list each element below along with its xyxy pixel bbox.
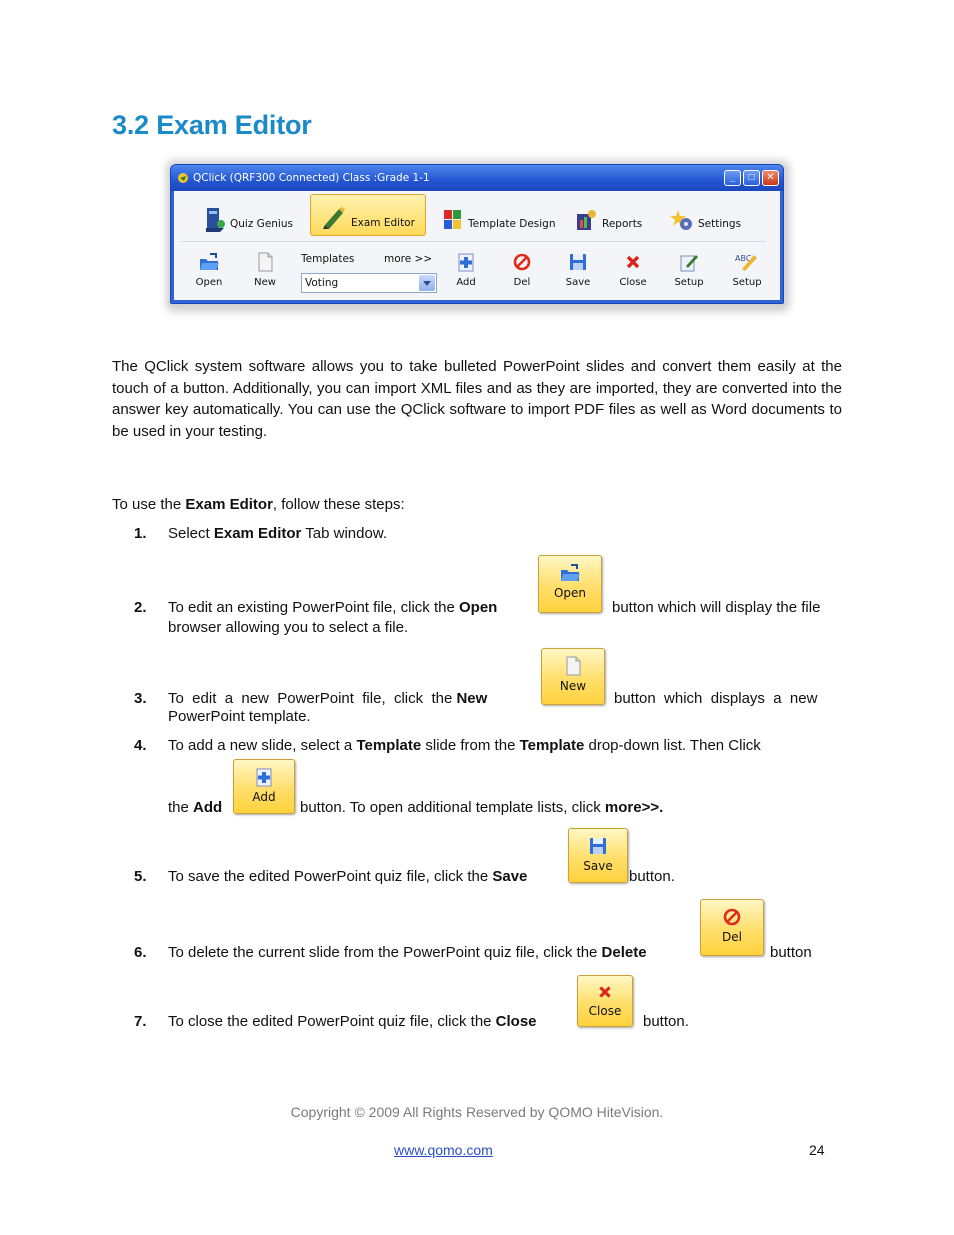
templates-label: Templates <box>301 253 355 265</box>
tool-label: Del <box>513 277 531 288</box>
settings-icon <box>670 208 694 232</box>
step-bold: Close <box>495 1013 537 1030</box>
step-7-number: 7. <box>134 1013 147 1030</box>
tab-label: Template Design <box>468 218 556 230</box>
step-text-part: To close the edited PowerPoint quiz file, click the <box>168 1013 496 1030</box>
step-3-number: 3. <box>134 690 147 707</box>
close-tool[interactable] <box>613 251 653 288</box>
new-document-icon <box>562 655 584 677</box>
step-text-part: To delete the current slide from the PowerPoint quiz file, click the <box>168 944 602 961</box>
new-document-icon <box>254 251 276 273</box>
quiz-genius-icon <box>204 206 226 232</box>
step-3-text-end: button which displays a new <box>614 690 818 707</box>
step-3-text <box>168 690 487 708</box>
step-7-text-end: button. <box>643 1013 689 1030</box>
minimize-button[interactable]: _ <box>724 170 741 186</box>
tool-label: Setup <box>732 277 762 288</box>
step-bold: Template <box>519 737 585 754</box>
step-text-part: slide from the <box>421 737 520 754</box>
close-x-icon <box>622 251 644 273</box>
del-tool[interactable] <box>502 251 542 288</box>
page-number: 24 <box>809 1142 825 1158</box>
tab-reports[interactable] <box>574 194 642 236</box>
step-2-line-2: browser allowing you to select a file. <box>168 619 409 636</box>
step-1-text <box>168 525 387 543</box>
setup-spelling-tool[interactable] <box>727 251 767 288</box>
tab-label: Reports <box>602 218 643 230</box>
close-x-icon <box>595 982 615 1002</box>
step-6-number: 6. <box>134 944 147 961</box>
qclick-app-icon <box>177 172 189 184</box>
qclick-window <box>170 164 784 304</box>
section-heading: 3.2 Exam Editor <box>112 110 312 140</box>
save-tool[interactable] <box>558 251 598 288</box>
step-2-text-end: button which will display the file <box>612 599 821 616</box>
main-tabs <box>174 191 780 241</box>
step-text-part: the <box>168 799 194 816</box>
toolbar-divider <box>180 241 766 242</box>
open-folder-icon <box>558 562 582 584</box>
tab-template-design[interactable] <box>442 194 556 236</box>
intro-bold: Exam Editor <box>185 496 273 513</box>
step-5-text-end: button. <box>629 868 675 885</box>
open-button-image <box>538 555 602 613</box>
step-text-part: button. To open additional template lists, click <box>300 799 605 816</box>
step-4-line-2-end <box>300 799 663 817</box>
step-6-text <box>168 944 647 962</box>
chevron-down-icon[interactable] <box>419 275 435 291</box>
step-4-line-2-start <box>168 799 222 817</box>
add-slide-icon <box>253 766 275 788</box>
step-text-part: To edit a new PowerPoint file, click the <box>168 690 457 707</box>
window-client <box>174 191 780 300</box>
step-text-part: To edit an existing PowerPoint file, click the <box>168 599 459 616</box>
tab-label: Exam Editor <box>351 217 415 229</box>
save-button-image <box>568 828 628 883</box>
open-tool[interactable] <box>189 251 229 288</box>
step-bold: New <box>456 690 488 707</box>
setup-tool[interactable] <box>669 251 709 288</box>
step-text-part: drop-down list. Then Click <box>584 737 761 754</box>
step-2-number: 2. <box>134 599 147 616</box>
step-text-part: To add a new slide, select a <box>168 737 357 754</box>
button-caption: Del <box>722 930 742 944</box>
setup-edit-icon <box>678 251 700 273</box>
reports-icon <box>574 208 598 232</box>
del-button-image <box>700 899 764 956</box>
save-disk-icon <box>587 835 609 857</box>
window-title: QClick (QRF300 Connected) Class :Grade 1-1 <box>193 172 430 184</box>
intro-paragraph: The QClick system software allows you to take bulleted PowerPoint slides and convert them easily at the touch of a button. Additionally, you can import XML files and as they are imported, they are converted into the answer key automatically. You can use the QClick software to import PDF files as well as Word documents to be used in your testing. <box>112 358 842 440</box>
step-5-number: 5. <box>134 868 147 885</box>
open-folder-icon <box>198 251 220 273</box>
step-bold: Exam Editor <box>213 525 302 542</box>
tool-label: New <box>254 277 276 288</box>
add-button-image <box>233 759 295 814</box>
save-disk-icon <box>567 251 589 273</box>
template-design-icon <box>442 208 464 232</box>
button-caption: Save <box>583 859 613 873</box>
step-bold: Delete <box>601 944 647 961</box>
button-caption: Open <box>553 586 587 600</box>
tab-label: Settings <box>698 218 742 230</box>
step-bold: Open <box>458 599 498 616</box>
tab-exam-editor[interactable] <box>310 194 426 236</box>
template-selected-value: Voting <box>305 277 339 289</box>
tab-quiz-genius[interactable] <box>204 194 293 236</box>
step-bold: Add <box>193 799 223 816</box>
button-caption: Close <box>588 1004 622 1018</box>
tool-label: Open <box>195 277 223 288</box>
footer-copyright: Copyright © 2009 All Rights Reserved by QOMO HiteVision. <box>290 1104 664 1120</box>
tab-settings[interactable] <box>670 194 741 236</box>
step-bold: more>>. <box>604 799 664 816</box>
step-6-text-end: button <box>770 944 812 961</box>
window-controls <box>724 170 779 186</box>
add-tool[interactable] <box>446 251 486 288</box>
button-caption: Add <box>252 790 276 804</box>
step-bold: Save <box>492 868 528 885</box>
spellcheck-icon <box>734 251 760 273</box>
step-text-part: To save the edited PowerPoint quiz file, click the <box>168 868 493 885</box>
tool-label: Close <box>619 277 647 288</box>
maximize-button[interactable]: □ <box>743 170 760 186</box>
more-templates-link[interactable]: more >> <box>384 253 433 265</box>
tool-label: Save <box>565 277 591 288</box>
step-2-text <box>168 599 497 617</box>
window-titlebar <box>171 165 783 191</box>
step-7-text <box>168 1013 537 1031</box>
step-text-part: Select <box>168 525 214 542</box>
svg-text:ABC: ABC <box>735 254 752 263</box>
footer-website-link[interactable]: www.qomo.com <box>394 1142 493 1158</box>
delete-icon <box>511 251 533 273</box>
step-text-part: Tab window. <box>301 525 388 542</box>
step-5-text <box>168 868 527 886</box>
intro-text-end: , follow these steps: <box>272 496 405 513</box>
tab-label: Quiz Genius <box>230 218 293 230</box>
template-dropdown[interactable] <box>301 273 437 293</box>
delete-icon <box>721 906 743 928</box>
new-tool[interactable] <box>245 251 285 288</box>
step-4-number: 4. <box>134 737 147 754</box>
add-slide-icon <box>455 251 477 273</box>
step-1-number: 1. <box>134 525 147 542</box>
step-bold: Template <box>356 737 422 754</box>
intro-text: To use the <box>112 496 186 513</box>
close-window-button[interactable]: ✕ <box>762 170 779 186</box>
exam-editor-icon <box>321 205 347 231</box>
button-caption: New <box>559 679 587 693</box>
step-3-line-2: PowerPoint template. <box>168 708 311 725</box>
new-button-image <box>541 648 605 705</box>
step-4-text <box>168 737 842 755</box>
tool-label: Setup <box>674 277 704 288</box>
steps-intro <box>112 496 405 513</box>
tool-label: Add <box>456 277 476 288</box>
close-button-image <box>577 975 633 1027</box>
